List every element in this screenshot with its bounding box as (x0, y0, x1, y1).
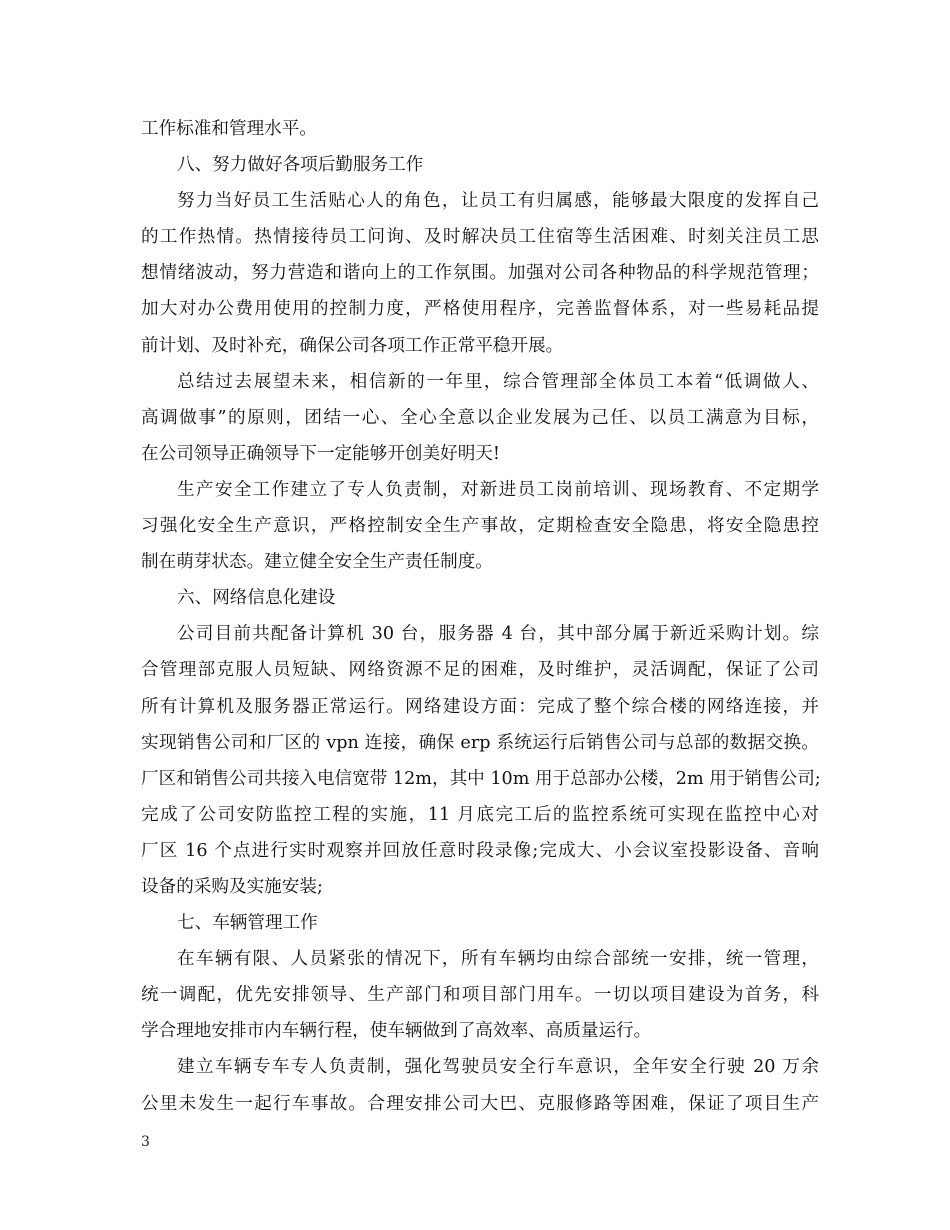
text-line: 七、车辆管理工作 (177, 913, 318, 934)
text-line: 建立车辆专车专人负责制，强化驾驶员安全行车意识，全年安全行驶 20 万余 (177, 1057, 819, 1078)
text-line: 总结过去展望未来，相信新的一年里，综合管理部全体员工本着“低调做人、 (177, 371, 819, 392)
text-line: 在车辆有限、人员紧张的情况下，所有车辆均由综合部统一安排，统一管理， (177, 949, 819, 970)
text-line: 所有计算机及服务器正常运行。网络建设方面：完成了整个综合楼的网络连接，并 (141, 696, 819, 717)
text-line: 的工作热情。热情接待员工问询、及时解决员工住宿等生活困难、时刻关注员工思 (141, 227, 819, 248)
document-body (141, 111, 819, 1122)
text-line: 统一调配，优先安排领导、生产部门和项目部门用车。一切以项目建设为首务，科 (141, 985, 819, 1006)
text-line: 高调做事”的原则，团结一心、全心全意以企业发展为己任、以员工满意为目标， (141, 407, 819, 428)
text-line: 制在萌芽状态。建立健全安全生产责任制度。 (141, 552, 493, 573)
text-line: 工作标准和管理水平。 (141, 119, 317, 139)
text-line: 前计划、及时补充，确保公司各项工作正常平稳开展。 (141, 335, 564, 356)
text-line: 公里未发生一起行车事故。合理安排公司大巴、克服修路等困难，保证了项目生产 (141, 1093, 819, 1114)
text-line: 八、努力做好各项后勤服务工作 (177, 155, 424, 176)
page-number: 3 (141, 1134, 150, 1150)
text-line: 学合理地安排市内车辆行程，使车辆做到了高效率、高质量运行。 (141, 1021, 652, 1042)
text-line: 生产安全工作建立了专人负责制，对新进员工岗前培训、现场教育、不定期学 (177, 479, 819, 500)
text-line: 加大对办公费用使用的控制力度，严格使用程序，完善监督体系，对一些易耗品提 (141, 299, 819, 320)
text-line: 合管理部克服人员短缺、网络资源不足的困难，及时维护，灵活调配，保证了公司 (141, 660, 819, 681)
text-line: 六、网络信息化建设 (177, 588, 336, 609)
text-line: 完成了公司安防监控工程的实施，11 月底完工后的监控系统可实现在监控中心对 (141, 804, 819, 825)
text-line: 在公司领导正确领导下一定能够开创美好明天! (141, 443, 500, 464)
text-line: 努力当好员工生活贴心人的角色，让员工有归属感，能够最大限度的发挥自己 (177, 191, 819, 212)
text-line: 习强化安全生产意识，严格控制安全生产事故，定期检查安全隐患，将安全隐患控 (141, 516, 819, 537)
text-line: 厂区 16 个点进行实时观察并回放任意时段录像;完成大、小会议室投影设备、音响 (141, 840, 819, 861)
text-line: 公司目前共配备计算机 30 台，服务器 4 台，其中部分属于新近采购计划。综 (177, 624, 819, 645)
text-line: 想情绪波动，努力营造和谐向上的工作氛围。加强对公司各种物品的科学规范管理； (141, 263, 819, 284)
text-line: 厂区和销售公司共接入电信宽带 12m，其中 10m 用于总部办公楼，2m 用于销售公司; (141, 768, 821, 789)
text-line: 实现销售公司和厂区的 vpn 连接，确保 erp 系统运行后销售公司与总部的数据交换。 (141, 732, 819, 753)
text-line: 设备的采购及实施安装; (141, 876, 323, 897)
